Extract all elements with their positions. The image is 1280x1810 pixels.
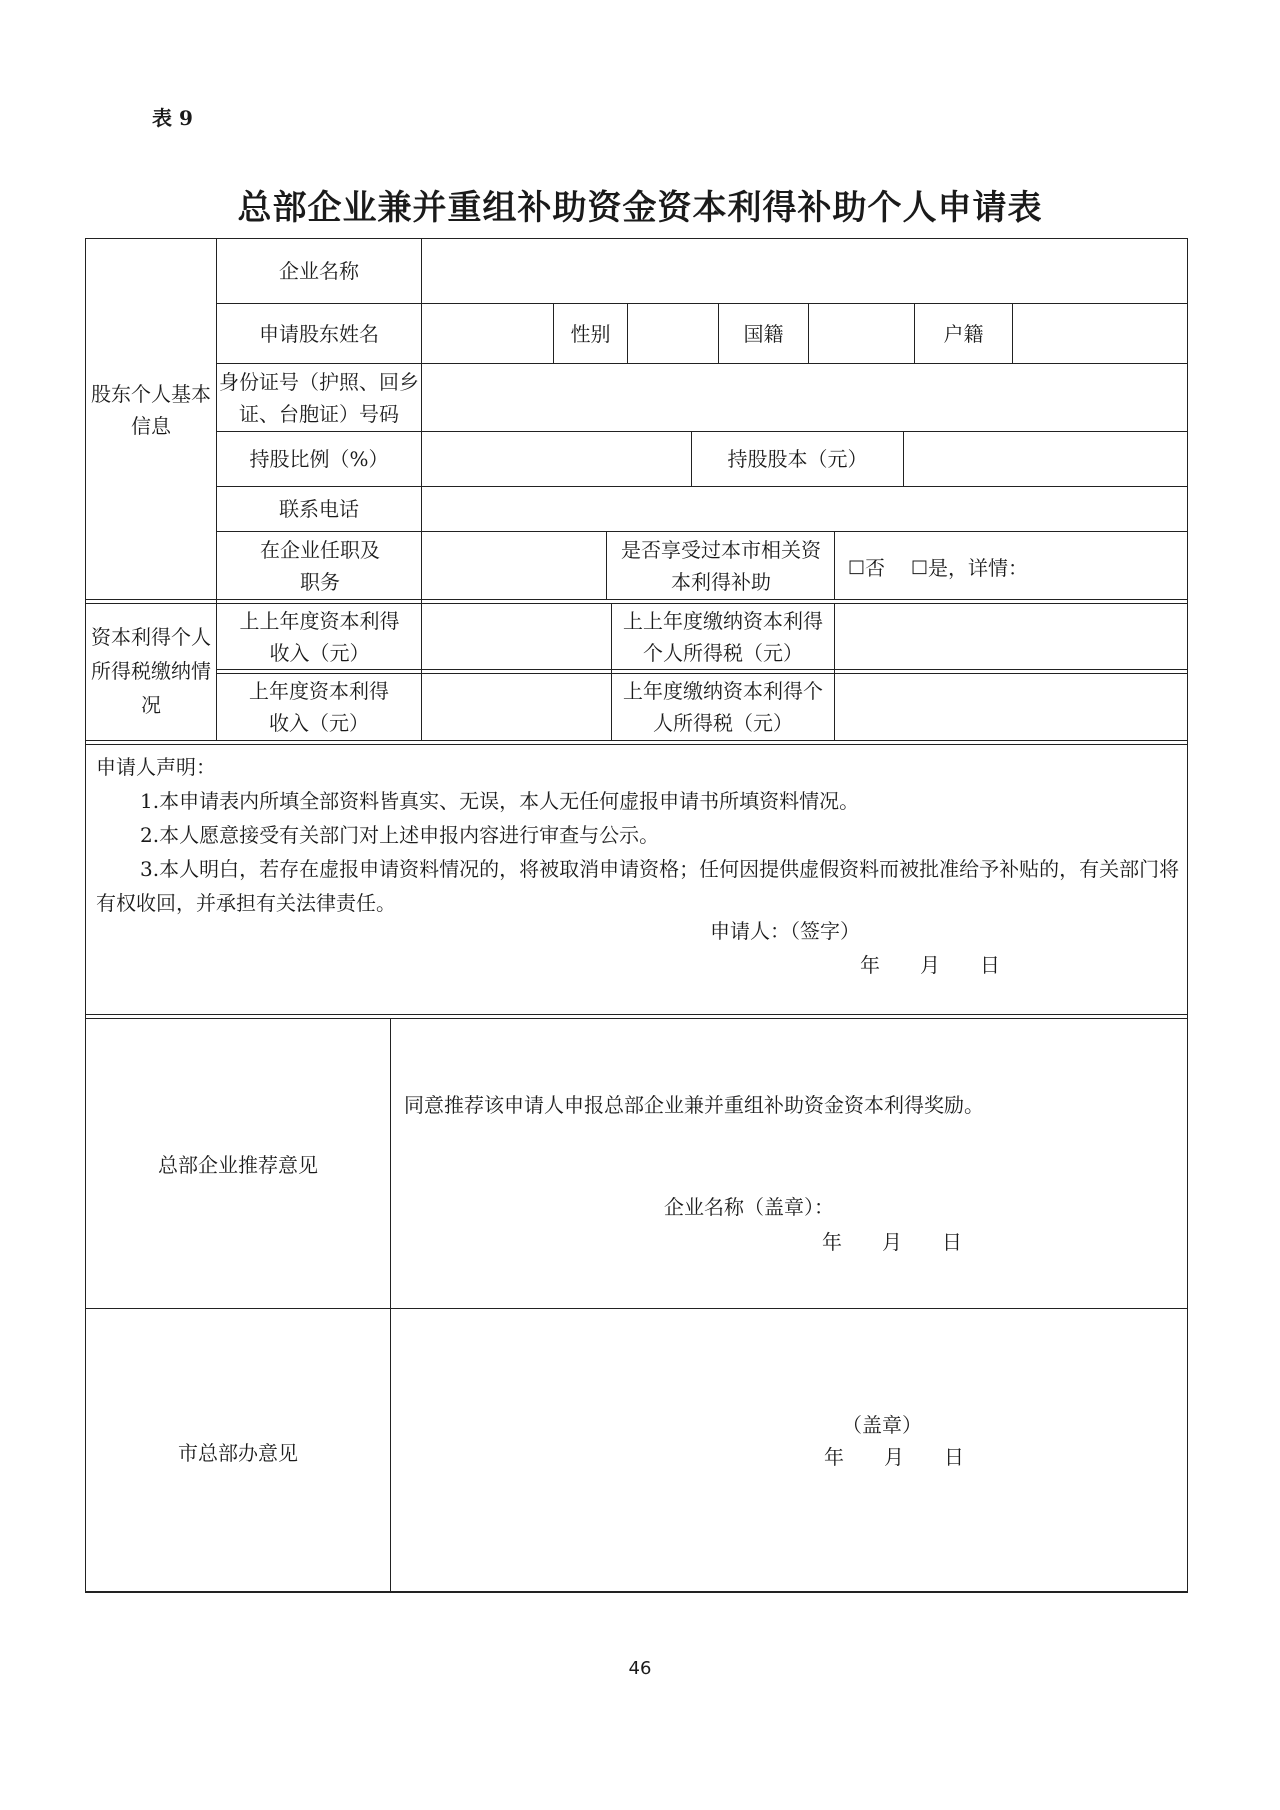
nationality-field[interactable] (809, 304, 914, 363)
prev2-income-field[interactable] (422, 604, 611, 669)
company-opinion-label: 总部企业推荐意见 (158, 1153, 318, 1177)
tax-section-label: 资本利得个人所得税缴纳情况 (91, 625, 211, 717)
company-name-field[interactable] (422, 239, 1187, 303)
shareholder-name-label: 申请股东姓名 (259, 321, 379, 346)
declaration-date: 年 月 日 (860, 953, 1000, 977)
city-seal-line: （盖章） (842, 1413, 922, 1437)
share-ratio-label: 持股比例（%） (249, 447, 389, 471)
prev2-tax-field[interactable] (835, 604, 1187, 669)
no-checkbox[interactable]: □ (848, 555, 866, 577)
nationality-label: 国籍 (743, 321, 784, 346)
page-number: 46 (628, 1658, 652, 1679)
id-number-label: 身份证号（护照、回乡证、台胞证）号码 (219, 369, 419, 426)
gender-field[interactable] (628, 304, 718, 363)
share-capital-field[interactable] (904, 432, 1187, 486)
document-title: 总部企业兼并重组补助资金资本利得补助个人申请表 (237, 188, 1043, 228)
share-capital-label: 持股股本（元） (727, 447, 868, 471)
city-opinion-label: 市总部办意见 (178, 1441, 298, 1465)
company-name-label: 企业名称 (279, 259, 359, 283)
declaration-heading: 申请人声明： (96, 755, 216, 779)
company-opinion-text: 同意推荐该申请人申报总部企业兼并重组补助资金资本利得奖励。 (404, 1093, 984, 1117)
no-option-label: 否 (865, 555, 886, 580)
prev-tax-field[interactable] (835, 674, 1187, 740)
prev2-income-label: 上上年度资本利得收入（元） (239, 608, 400, 665)
position-field[interactable] (422, 532, 606, 599)
applicant-signature: 申请人：（签字） (710, 919, 860, 943)
city-opinion-date: 年 月 日 (824, 1445, 964, 1469)
phone-label: 联系电话 (279, 497, 359, 521)
shareholder-name-field[interactable] (422, 304, 553, 363)
prev-tax-label: 上年度缴纳资本利得个人所得税（元） (623, 679, 823, 735)
declaration-item: 3.本人明白，若存在虚报申请资料情况的，将被取消申请资格；任何因提供虚假资料而被批准给予补贴的，有关部门将有权收回，并承担有关法律责任。 (96, 857, 1180, 915)
declaration-item: 1.本申请表内所填全部资料皆真实、无误，本人无任何虚报申请书所填资料情况。 (140, 789, 860, 813)
household-label: 户籍 (943, 321, 984, 346)
table-label: 表 9 (152, 106, 193, 130)
company-opinion-date: 年 月 日 (822, 1230, 962, 1254)
prev-income-label: 上年度资本利得收入（元） (249, 679, 389, 735)
declaration-item: 2.本人愿意接受有关部门对上述申报内容进行审查与公示。 (140, 823, 660, 847)
id-number-field[interactable] (422, 364, 1187, 431)
subsidy-question-label: 是否享受过本市相关资本利得补助 (621, 537, 821, 594)
prev2-tax-label: 上上年度缴纳资本利得个人所得税（元） (623, 608, 823, 665)
company-seal-line: 企业名称（盖章）： (664, 1195, 834, 1219)
share-ratio-field[interactable] (422, 432, 691, 486)
subsidy-options (848, 549, 1028, 583)
basic-info-section-label: 股东个人基本信息 (91, 382, 211, 438)
household-field[interactable] (1013, 304, 1187, 363)
position-label: 在企业任职及职务 (260, 537, 380, 594)
applicant-declaration (96, 750, 1186, 920)
prev-income-field[interactable] (422, 674, 611, 740)
gender-label: 性别 (570, 321, 611, 346)
phone-field[interactable] (422, 487, 1187, 531)
yes-option-label: 是，详情： (928, 555, 1029, 580)
yes-checkbox[interactable]: □ (911, 555, 929, 577)
